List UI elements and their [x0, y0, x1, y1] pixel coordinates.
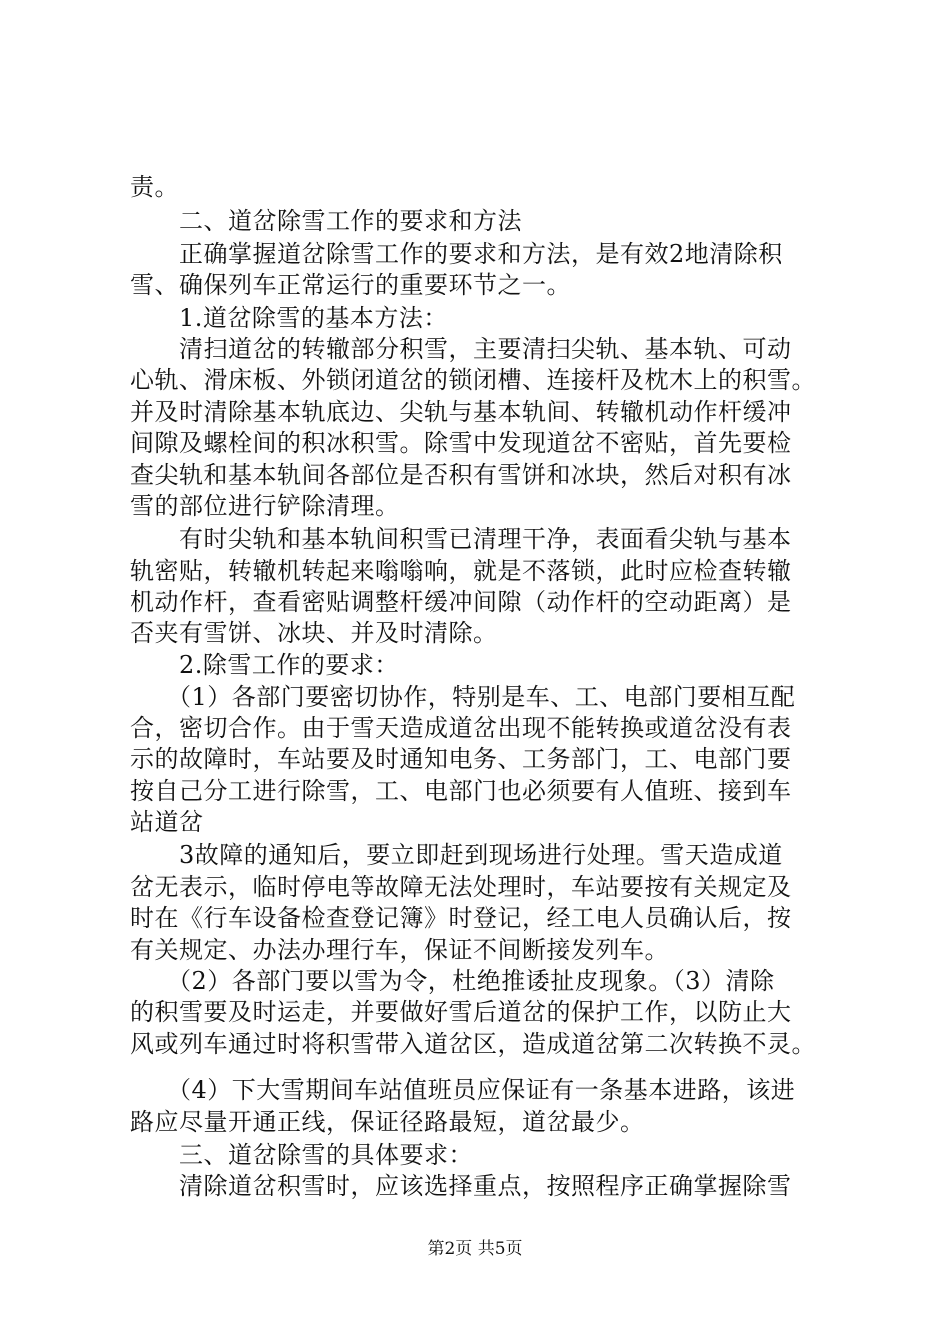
text-line: （1）各部门要密切协作，特别是车、工、电部门要相互配	[130, 683, 796, 711]
text-line: （4）下大雪期间车站值班员应保证有一条基本进路，该进	[130, 1076, 796, 1104]
text-line: 间隙及螺栓间的积冰积雪。除雪中发现道岔不密贴，首先要检	[130, 429, 792, 457]
text-line: 时在《行车设备检查登记簿》时登记，经工电人员确认后，按	[130, 904, 792, 932]
text-line: 站道岔	[130, 808, 204, 836]
text-line: 否夹有雪饼、冰块、并及时清除。	[130, 619, 498, 647]
page-footer: 第2页 共5页	[427, 1239, 523, 1259]
text-line: 岔无表示，临时停电等故障无法处理时，车站要按有关规定及	[130, 873, 792, 901]
text-line: 2.除雪工作的要求：	[130, 651, 399, 679]
text-line: 有时尖轨和基本轨间积雪已清理干净，表面看尖轨与基本	[130, 525, 792, 553]
text-line: 雪的部位进行铲除清理。	[130, 492, 400, 520]
text-line: 二、道岔除雪工作的要求和方法	[130, 207, 522, 235]
text-line: 正确掌握道岔除雪工作的要求和方法，是有效2地清除积	[130, 240, 783, 268]
text-line: 风或列车通过时将积雪带入道岔区，造成道岔第二次转换不灵。	[130, 1030, 816, 1058]
text-line: 心轨、滑床板、外锁闭道岔的锁闭槽、连接杆及枕木上的积雪。	[130, 366, 816, 394]
text-line: 合，密切合作。由于雪天造成道岔出现不能转换或道岔没有表	[130, 714, 792, 742]
text-line: 雪、确保列车正常运行的重要环节之一。	[130, 271, 571, 299]
text-line: 3故障的通知后，要立即赶到现场进行处理。雪天造成道	[130, 841, 783, 869]
text-line: 示的故障时，车站要及时通知电务、工务部门，工、电部门要	[130, 745, 792, 773]
text-line: 1.道岔除雪的基本方法：	[130, 304, 448, 332]
text-line: 按自己分工进行除雪，工、电部门也必须要有人值班、接到车	[130, 777, 792, 805]
text-line: 的积雪要及时运走，并要做好雪后道岔的保护工作，以防止大	[130, 998, 792, 1026]
text-line: 并及时清除基本轨底边、尖轨与基本轨间、转辙机动作杆缓冲	[130, 398, 792, 426]
text-line: 清除道岔积雪时，应该选择重点，按照程序正确掌握除雪	[130, 1172, 792, 1200]
text-line: 责。	[130, 173, 179, 201]
text-line: 路应尽量开通正线，保证径路最短，道岔最少。	[130, 1108, 645, 1136]
text-line: 查尖轨和基本轨间各部位是否积有雪饼和冰块，然后对积有冰	[130, 461, 792, 489]
text-line: （2）各部门要以雪为令，杜绝推诿扯皮现象。（3）清除	[130, 967, 775, 995]
text-line: 轨密贴，转辙机转起来嗡嗡响，就是不落锁，此时应检查转辙	[130, 557, 792, 585]
text-line: 有关规定、办法办理行车，保证不间断接发列车。	[130, 936, 669, 964]
text-line: 机动作杆，查看密贴调整杆缓冲间隙（动作杆的空动距离）是	[130, 588, 792, 616]
text-line: 三、道岔除雪的具体要求：	[130, 1141, 473, 1169]
text-line: 清扫道岔的转辙部分积雪，主要清扫尖轨、基本轨、可动	[130, 335, 792, 363]
